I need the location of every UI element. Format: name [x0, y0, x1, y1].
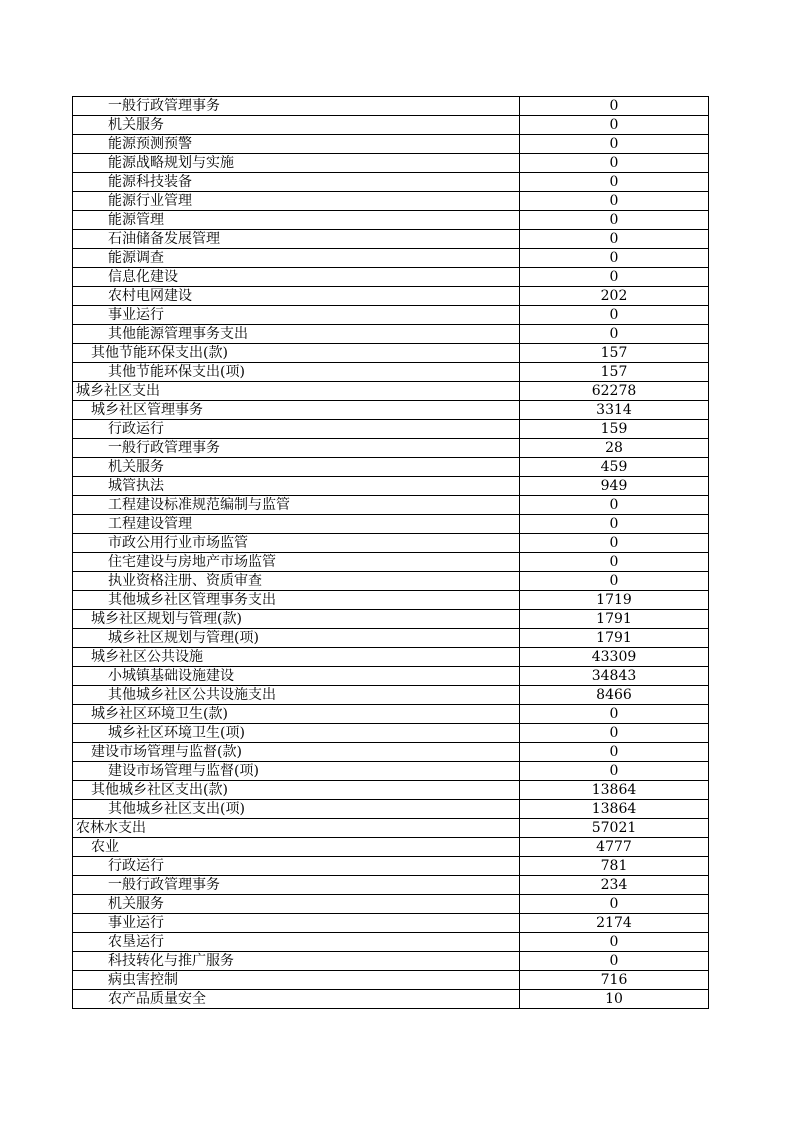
table-row [73, 477, 709, 496]
item-name-cell: 农垦运行 [73, 933, 520, 952]
item-name-cell: 市政公用行业市场监管 [73, 534, 520, 553]
item-value-cell: 43309 [520, 648, 709, 667]
item-name-cell: 一般行政管理事务 [73, 439, 520, 458]
table-row [73, 724, 709, 743]
item-value-cell: 1791 [520, 610, 709, 629]
table-row [73, 819, 709, 838]
budget-table-body [73, 97, 709, 1009]
table-row [73, 952, 709, 971]
item-name-cell: 其他节能环保支出(款) [73, 344, 520, 363]
table-row [73, 800, 709, 819]
item-value-cell: 202 [520, 287, 709, 306]
item-value-cell: 0 [520, 762, 709, 781]
item-name-cell: 城乡社区支出 [73, 382, 520, 401]
table-row [73, 496, 709, 515]
item-name-cell: 工程建设管理 [73, 515, 520, 534]
item-value-cell: 1719 [520, 591, 709, 610]
item-value-cell: 0 [520, 515, 709, 534]
item-name-cell: 城乡社区规划与管理(项) [73, 629, 520, 648]
item-name-cell: 能源调查 [73, 249, 520, 268]
item-value-cell: 4777 [520, 838, 709, 857]
item-value-cell: 0 [520, 534, 709, 553]
table-row [73, 572, 709, 591]
item-name-cell: 机关服务 [73, 116, 520, 135]
item-value-cell: 0 [520, 97, 709, 116]
item-value-cell: 157 [520, 344, 709, 363]
table-row [73, 705, 709, 724]
table-row [73, 420, 709, 439]
budget-table [72, 96, 709, 1009]
item-value-cell: 781 [520, 857, 709, 876]
table-row [73, 629, 709, 648]
item-name-cell: 一般行政管理事务 [73, 97, 520, 116]
item-value-cell: 0 [520, 325, 709, 344]
item-name-cell: 执业资格注册、资质审查 [73, 572, 520, 591]
item-value-cell: 0 [520, 933, 709, 952]
item-name-cell: 能源行业管理 [73, 192, 520, 211]
item-value-cell: 0 [520, 496, 709, 515]
item-name-cell: 城乡社区环境卫生(款) [73, 705, 520, 724]
item-name-cell: 机关服务 [73, 895, 520, 914]
table-row [73, 249, 709, 268]
table-row [73, 306, 709, 325]
table-row [73, 971, 709, 990]
table-row [73, 762, 709, 781]
item-value-cell: 949 [520, 477, 709, 496]
table-row [73, 287, 709, 306]
item-name-cell: 科技转化与推广服务 [73, 952, 520, 971]
item-value-cell: 459 [520, 458, 709, 477]
item-name-cell: 城管执法 [73, 477, 520, 496]
item-name-cell: 农产品质量安全 [73, 990, 520, 1009]
item-value-cell: 157 [520, 363, 709, 382]
item-value-cell: 0 [520, 249, 709, 268]
table-row [73, 743, 709, 762]
item-name-cell: 其他城乡社区支出(项) [73, 800, 520, 819]
item-value-cell: 0 [520, 705, 709, 724]
item-value-cell: 1791 [520, 629, 709, 648]
item-name-cell: 信息化建设 [73, 268, 520, 287]
item-value-cell: 716 [520, 971, 709, 990]
item-name-cell: 其他节能环保支出(项) [73, 363, 520, 382]
table-row [73, 458, 709, 477]
table-row [73, 382, 709, 401]
item-name-cell: 机关服务 [73, 458, 520, 477]
item-value-cell: 0 [520, 743, 709, 762]
item-value-cell: 10 [520, 990, 709, 1009]
item-name-cell: 石油储备发展管理 [73, 230, 520, 249]
table-row [73, 211, 709, 230]
table-row [73, 895, 709, 914]
item-value-cell: 3314 [520, 401, 709, 420]
item-name-cell: 农村电网建设 [73, 287, 520, 306]
item-value-cell: 0 [520, 211, 709, 230]
table-row [73, 591, 709, 610]
item-name-cell: 工程建设标准规范编制与监管 [73, 496, 520, 515]
table-row [73, 990, 709, 1009]
table-row [73, 857, 709, 876]
item-name-cell: 行政运行 [73, 420, 520, 439]
table-row [73, 344, 709, 363]
item-name-cell: 建设市场管理与监督(项) [73, 762, 520, 781]
item-value-cell: 2174 [520, 914, 709, 933]
item-value-cell: 57021 [520, 819, 709, 838]
item-name-cell: 病虫害控制 [73, 971, 520, 990]
table-row [73, 553, 709, 572]
item-value-cell: 13864 [520, 781, 709, 800]
table-row [73, 534, 709, 553]
item-value-cell: 0 [520, 553, 709, 572]
table-row [73, 914, 709, 933]
table-row [73, 230, 709, 249]
item-value-cell: 0 [520, 306, 709, 325]
item-value-cell: 234 [520, 876, 709, 895]
item-name-cell: 能源预测预警 [73, 135, 520, 154]
table-row [73, 97, 709, 116]
item-name-cell: 城乡社区环境卫生(项) [73, 724, 520, 743]
item-value-cell: 0 [520, 268, 709, 287]
table-row [73, 154, 709, 173]
item-name-cell: 其他城乡社区公共设施支出 [73, 686, 520, 705]
item-value-cell: 34843 [520, 667, 709, 686]
table-row [73, 439, 709, 458]
table-row [73, 667, 709, 686]
item-name-cell: 其他能源管理事务支出 [73, 325, 520, 344]
item-value-cell: 8466 [520, 686, 709, 705]
item-value-cell: 0 [520, 116, 709, 135]
table-row [73, 116, 709, 135]
item-value-cell: 0 [520, 192, 709, 211]
item-value-cell: 159 [520, 420, 709, 439]
table-row [73, 192, 709, 211]
table-row [73, 363, 709, 382]
item-name-cell: 行政运行 [73, 857, 520, 876]
item-name-cell: 事业运行 [73, 914, 520, 933]
item-value-cell: 28 [520, 439, 709, 458]
item-value-cell: 0 [520, 135, 709, 154]
item-value-cell: 0 [520, 724, 709, 743]
table-row [73, 173, 709, 192]
item-value-cell: 0 [520, 173, 709, 192]
table-row [73, 648, 709, 667]
item-name-cell: 其他城乡社区管理事务支出 [73, 591, 520, 610]
item-value-cell: 0 [520, 154, 709, 173]
item-name-cell: 小城镇基础设施建设 [73, 667, 520, 686]
table-row [73, 268, 709, 287]
table-row [73, 325, 709, 344]
item-name-cell: 农林水支出 [73, 819, 520, 838]
item-value-cell: 0 [520, 230, 709, 249]
item-value-cell: 62278 [520, 382, 709, 401]
item-name-cell: 农业 [73, 838, 520, 857]
table-row [73, 781, 709, 800]
table-row [73, 838, 709, 857]
table-row [73, 686, 709, 705]
item-name-cell: 事业运行 [73, 306, 520, 325]
item-name-cell: 能源科技装备 [73, 173, 520, 192]
item-name-cell: 能源战略规划与实施 [73, 154, 520, 173]
item-name-cell: 一般行政管理事务 [73, 876, 520, 895]
table-row [73, 876, 709, 895]
item-name-cell: 住宅建设与房地产市场监管 [73, 553, 520, 572]
item-name-cell: 城乡社区公共设施 [73, 648, 520, 667]
item-name-cell: 其他城乡社区支出(款) [73, 781, 520, 800]
item-value-cell: 0 [520, 572, 709, 591]
item-name-cell: 建设市场管理与监督(款) [73, 743, 520, 762]
table-row [73, 135, 709, 154]
table-row [73, 933, 709, 952]
item-value-cell: 0 [520, 895, 709, 914]
item-name-cell: 城乡社区规划与管理(款) [73, 610, 520, 629]
item-value-cell: 13864 [520, 800, 709, 819]
table-row [73, 401, 709, 420]
table-row [73, 610, 709, 629]
table-row [73, 515, 709, 534]
item-name-cell: 城乡社区管理事务 [73, 401, 520, 420]
item-name-cell: 能源管理 [73, 211, 520, 230]
item-value-cell: 0 [520, 952, 709, 971]
